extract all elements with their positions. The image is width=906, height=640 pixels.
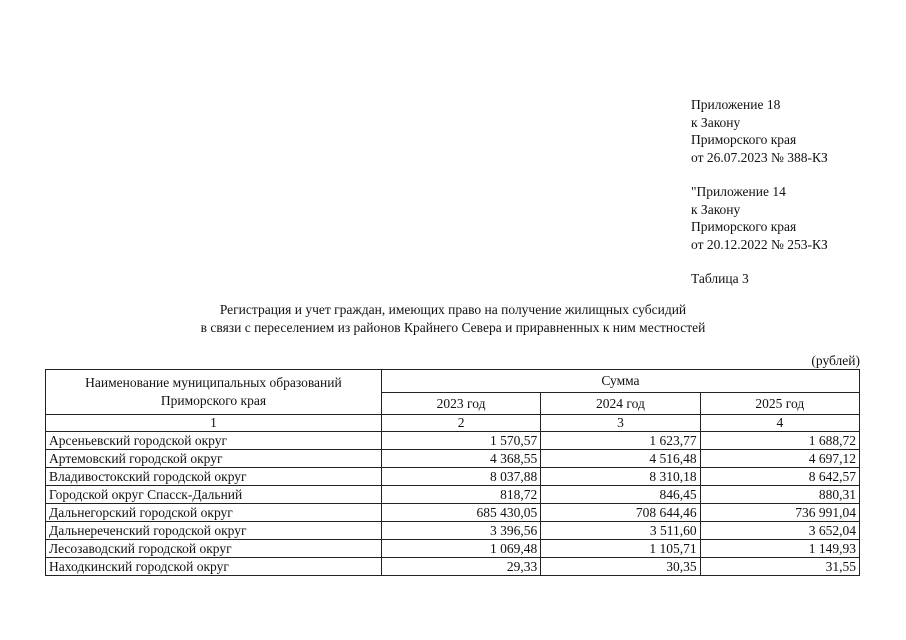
table-row [46, 468, 860, 486]
row-name: Артемовский городской округ [46, 450, 382, 468]
header-municipality [46, 370, 382, 415]
appendix-line: Приморского края [691, 219, 797, 234]
row-value-2024: 8 310,18 [541, 468, 700, 486]
table-row [46, 522, 860, 540]
row-value-2023: 685 430,05 [381, 504, 540, 522]
appendix-line: от 26.07.2023 № 388-КЗ [691, 149, 828, 165]
row-value-2024: 708 644,46 [541, 504, 700, 522]
appendix-block [691, 96, 828, 305]
document-title [0, 301, 906, 337]
row-value-2023: 818,72 [381, 486, 540, 504]
row-name: Арсеньевский городской округ [46, 432, 382, 450]
row-value-2023: 4 368,55 [381, 450, 540, 468]
appendix-line: Приморского края [691, 132, 797, 147]
row-name: Владивостокский городской округ [46, 468, 382, 486]
row-name: Городской округ Спасск-Дальний [46, 486, 382, 504]
row-name: Дальнереченский городской округ [46, 522, 382, 540]
row-name: Дальнегорский городской округ [46, 504, 382, 522]
row-value-2024: 1 105,71 [541, 540, 700, 558]
appendix-line: Приложение 18 [691, 97, 781, 112]
row-value-2024: 846,45 [541, 486, 700, 504]
table-row [46, 432, 860, 450]
row-value-2023: 8 037,88 [381, 468, 540, 486]
col-number: 3 [541, 415, 700, 432]
table-row [46, 450, 860, 468]
row-value-2023: 1 570,57 [381, 432, 540, 450]
header-name-line-2: Приморского края [160, 393, 267, 408]
col-number: 2 [381, 415, 540, 432]
row-value-2023: 3 396,56 [381, 522, 540, 540]
row-value-2024: 30,35 [541, 558, 700, 576]
subsidies-table [45, 369, 860, 576]
row-value-2023: 29,33 [381, 558, 540, 576]
appendix-line: от 20.12.2022 № 253-КЗ [691, 236, 828, 252]
units-label: (рублей) [811, 353, 860, 368]
table-row [46, 540, 860, 558]
header-year-2025: 2025 год [700, 393, 859, 415]
row-value-2025: 8 642,57 [700, 468, 859, 486]
title-line-1: Регистрация и учет граждан, имеющих право на получение жилищных субсидий [219, 302, 687, 317]
row-value-2025: 1 149,93 [700, 540, 859, 558]
table-row [46, 558, 860, 576]
row-value-2025: 1 688,72 [700, 432, 859, 450]
row-value-2025: 4 697,12 [700, 450, 859, 468]
row-value-2025: 3 652,04 [700, 522, 859, 540]
table-row [46, 486, 860, 504]
appendix-14 [691, 183, 828, 253]
row-value-2024: 4 516,48 [541, 450, 700, 468]
title-line-2: в связи с переселением из районов Крайнего Севера и приравненных к ним местностей [200, 320, 706, 335]
header-year-2024: 2024 год [541, 393, 700, 415]
col-number: 4 [700, 415, 859, 432]
header-sum: Сумма [381, 370, 859, 393]
appendix-18 [691, 96, 828, 166]
table-label [691, 270, 828, 288]
row-value-2025: 880,31 [700, 486, 859, 504]
row-value-2025: 736 991,04 [700, 504, 859, 522]
table-label-text: Таблица 3 [691, 271, 749, 286]
header-name-line-1: Наименование муниципальных образований [85, 375, 342, 390]
row-value-2025: 31,55 [700, 558, 859, 576]
table-row [46, 504, 860, 522]
row-name: Находкинский городской округ [46, 558, 382, 576]
row-value-2023: 1 069,48 [381, 540, 540, 558]
col-number: 1 [46, 415, 382, 432]
appendix-line: "Приложение 14 [691, 184, 786, 199]
row-name: Лесозаводский городской округ [46, 540, 382, 558]
row-value-2024: 3 511,60 [541, 522, 700, 540]
header-year-2023: 2023 год [381, 393, 540, 415]
appendix-line: к Закону [691, 201, 741, 217]
row-value-2024: 1 623,77 [541, 432, 700, 450]
appendix-line: к Закону [691, 114, 741, 130]
